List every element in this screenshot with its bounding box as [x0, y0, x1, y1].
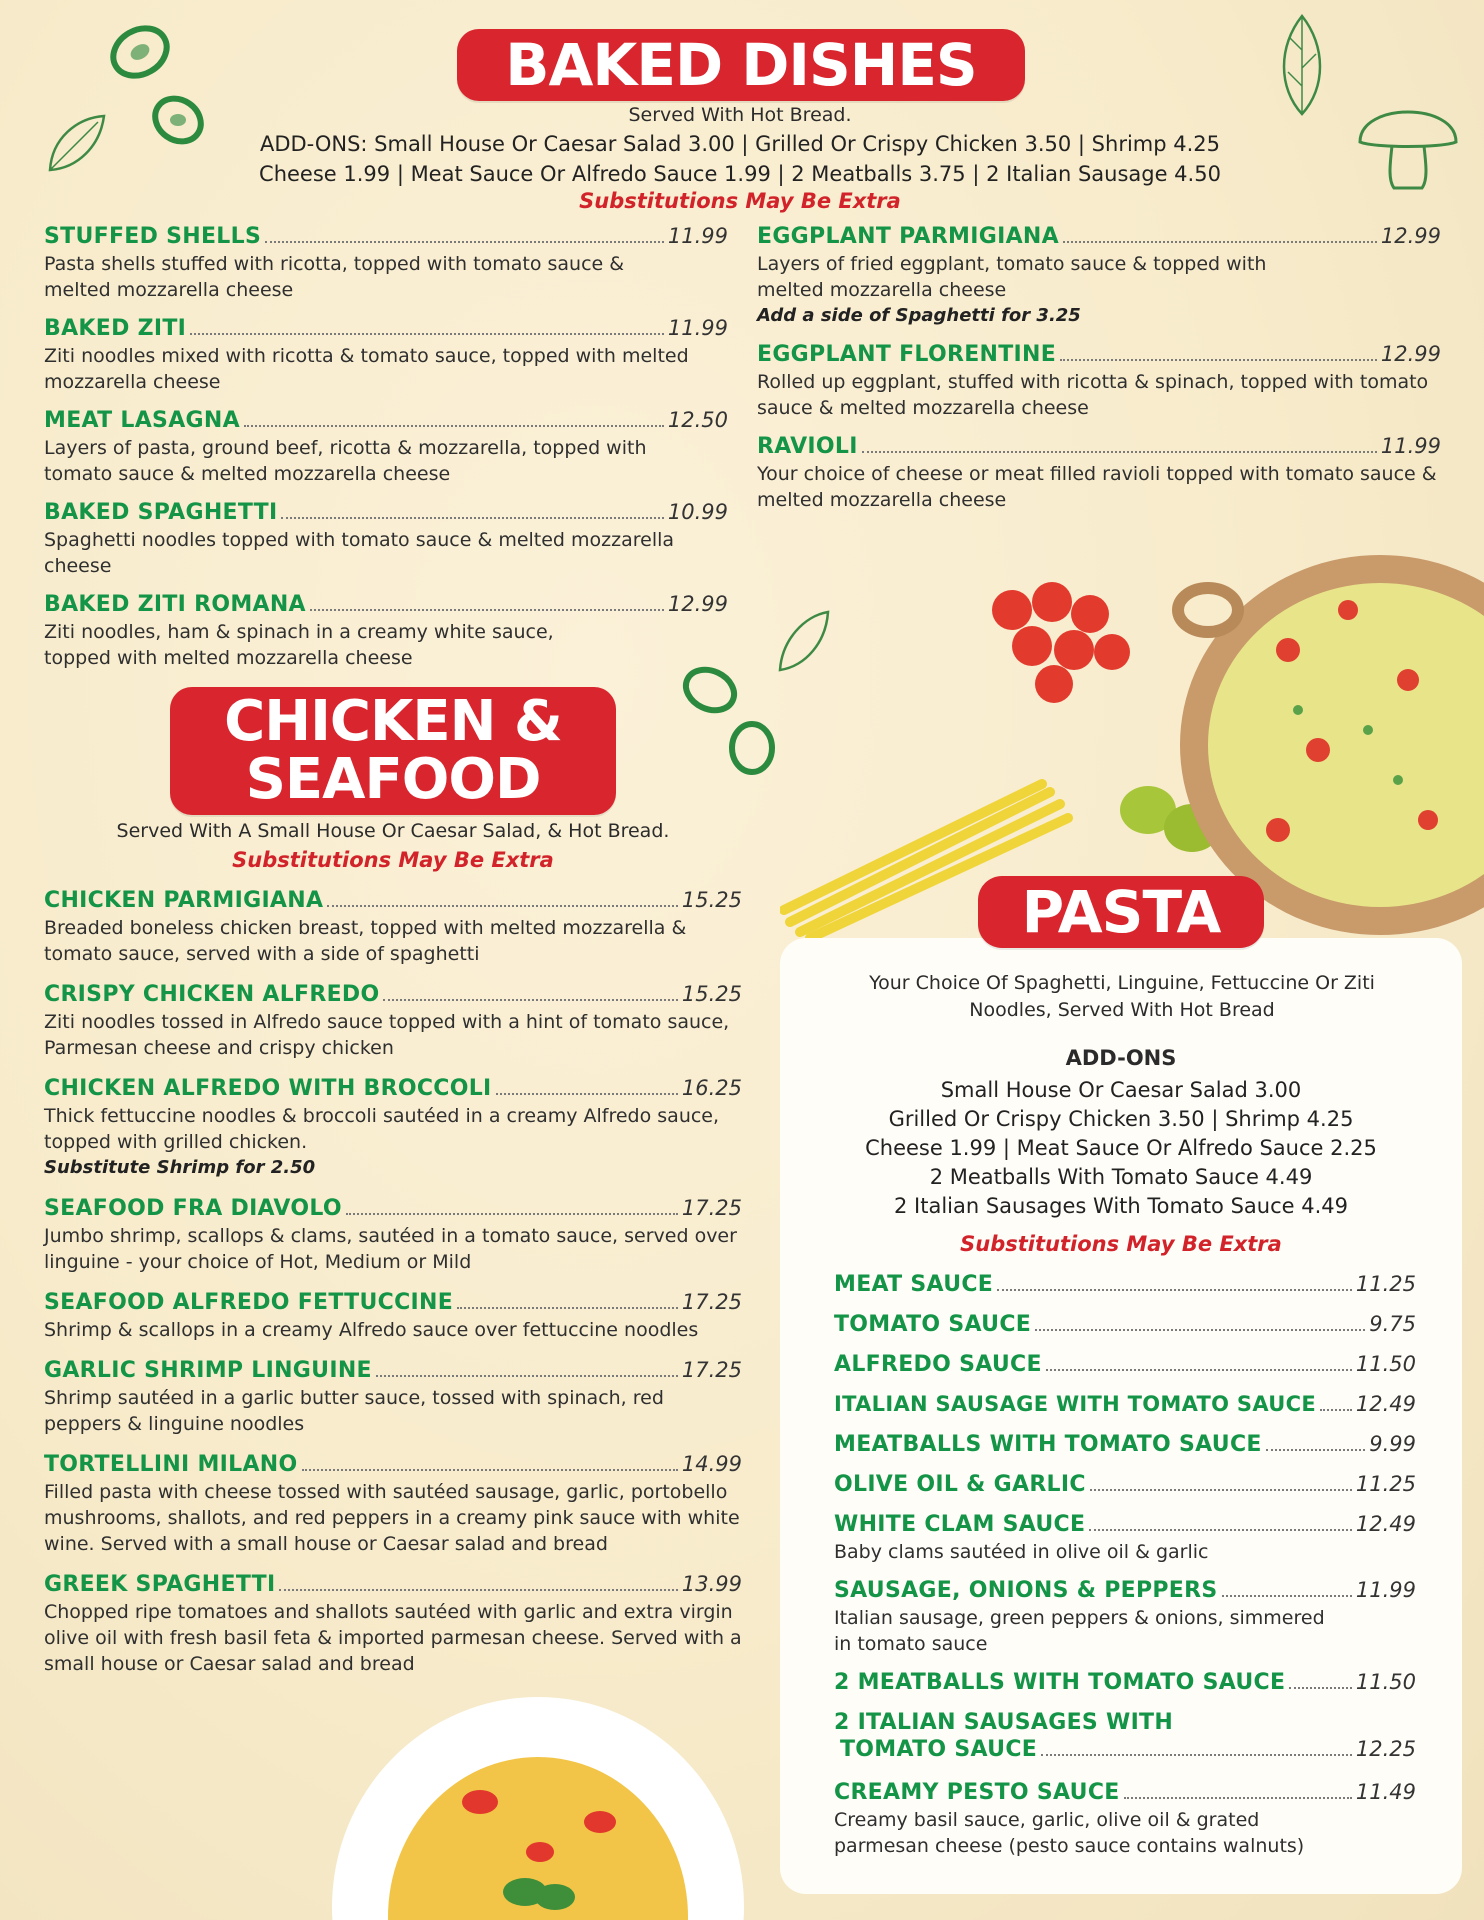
- item-description: Rolled up eggplant, stuffed with ricotta & spinach, topped with tomato sauce & melted mozzarella cheese: [757, 371, 1429, 419]
- item-name: TORTELLINI MILANO: [44, 1452, 298, 1477]
- item-price: 11.99: [1355, 1578, 1416, 1602]
- baked-served-note: Served With Hot Bread.: [628, 104, 852, 126]
- menu-item: [44, 592, 728, 671]
- item-name: MEATBALLS WITH TOMATO SAUCE: [834, 1432, 1262, 1457]
- item-description: Chopped ripe tomatoes and shallots sautéed with garlic and extra virgin olive oil with fresh basil feta & imported parmesan cheese. Served with a small house or Caesar salad and bread: [44, 1601, 742, 1675]
- item-price: 12.99: [1380, 342, 1441, 366]
- item-name: CRISPY CHICKEN ALFREDO: [44, 982, 380, 1007]
- item-name: TOMATO SAUCE: [834, 1312, 1032, 1337]
- item-name: EGGPLANT FLORENTINE: [757, 342, 1057, 367]
- pasta-addons-title: ADD-ONS: [1065, 1046, 1177, 1070]
- item-description: Your choice of cheese or meat filled ravioli topped with tomato sauce & melted mozzarella cheese: [757, 463, 1437, 511]
- item-note: Substitute Shrimp for 2.50: [44, 1157, 316, 1178]
- pasta-title: PASTA: [978, 876, 1264, 948]
- item-description: Ziti noodles mixed with ricotta & tomato sauce, topped with melted mozzarella cheese: [44, 345, 689, 393]
- tomatoes-illustration: [982, 580, 1142, 710]
- item-price: 11.99: [1380, 434, 1441, 458]
- menu-item: [834, 1352, 1416, 1377]
- item-price: 15.25: [681, 982, 742, 1006]
- item-price: 15.25: [681, 888, 742, 912]
- olive-illustration: [105, 22, 175, 82]
- pasta-addon-line: 2 Meatballs With Tomato Sauce 4.49: [929, 1165, 1313, 1189]
- menu-item: [834, 1710, 1416, 1762]
- menu-item: [834, 1312, 1416, 1337]
- item-name: CHICKEN ALFREDO WITH BROCCOLI: [44, 1076, 492, 1101]
- item-price: 11.50: [1355, 1352, 1416, 1376]
- item-description: Jumbo shrimp, scallops & clams, sautéed in a tomato sauce, served over linguine - your choice of Hot, Medium or Mild: [44, 1225, 737, 1273]
- item-price: 11.99: [667, 316, 728, 340]
- item-name: BAKED SPAGHETTI: [44, 500, 278, 525]
- item-price: 12.25: [1355, 1737, 1416, 1761]
- item-description: Spaghetti noodles topped with tomato sauce & melted mozzarella cheese: [44, 529, 675, 577]
- item-description: Thick fettuccine noodles & broccoli sautéed in a creamy Alfredo sauce, topped with grilled chicken.: [44, 1105, 720, 1153]
- item-description: Creamy basil sauce, garlic, olive oil & grated parmesan cheese (pesto sauce contains walnuts): [834, 1809, 1305, 1857]
- pasta-substitutions-note: Substitutions May Be Extra: [960, 1232, 1282, 1256]
- menu-item: [834, 1512, 1416, 1565]
- item-name: BAKED ZITI: [44, 316, 187, 341]
- item-description: Breaded boneless chicken breast, topped with melted mozzarella & tomato sauce, served with a side of spaghetti: [44, 917, 687, 965]
- item-price: 11.25: [1355, 1472, 1416, 1496]
- menu-item: [44, 500, 728, 579]
- menu-item: [44, 224, 728, 303]
- item-description: Shrimp & scallops in a creamy Alfredo sauce over fettuccine noodles: [44, 1319, 699, 1341]
- baked-addons-line-1: ADD-ONS: Small House Or Caesar Salad 3.00 | Grilled Or Crispy Chicken 3.50 | Shrimp 4.25: [259, 132, 1221, 156]
- menu-item: [44, 982, 742, 1061]
- item-name: 2 ITALIAN SAUSAGES WITH: [834, 1710, 1174, 1735]
- item-name: CHICKEN PARMIGIANA: [44, 888, 324, 913]
- item-price: 11.25: [1355, 1272, 1416, 1296]
- item-description: Baby clams sautéed in olive oil & garlic: [834, 1541, 1209, 1563]
- item-description: Ziti noodles tossed in Alfredo sauce topped with a hint of tomato sauce, Parmesan cheese and crispy chicken: [44, 1011, 730, 1059]
- chicken-seafood-title-line-1: CHICKEN &: [224, 689, 562, 754]
- item-name: SEAFOOD FRA DIAVOLO: [44, 1196, 342, 1221]
- item-name: EGGPLANT PARMIGIANA: [757, 224, 1059, 249]
- chicken-substitutions-note: Substitutions May Be Extra: [232, 848, 554, 872]
- item-price: 12.49: [1355, 1392, 1416, 1416]
- item-description: Layers of pasta, ground beef, ricotta & mozzarella, topped with tomato sauce & melted mozzarella cheese: [44, 437, 647, 485]
- menu-item: [834, 1578, 1416, 1657]
- item-name: SAUSAGE, ONIONS & PEPPERS: [834, 1578, 1218, 1603]
- item-name: GREEK SPAGHETTI: [44, 1572, 276, 1597]
- item-price: 12.50: [667, 408, 728, 432]
- item-description: Italian sausage, green peppers & onions, simmered in tomato sauce: [834, 1607, 1325, 1655]
- item-note: Add a side of Spaghetti for 3.25: [757, 305, 1081, 326]
- item-name: GARLIC SHRIMP LINGUINE: [44, 1358, 372, 1383]
- menu-item: [757, 224, 1441, 329]
- item-price: 12.49: [1355, 1512, 1416, 1536]
- menu-item: [757, 342, 1441, 421]
- menu-item: [44, 408, 728, 487]
- item-price: 11.50: [1355, 1670, 1416, 1694]
- item-price: 13.99: [681, 1572, 742, 1596]
- item-name: MEAT LASAGNA: [44, 408, 240, 433]
- item-name: ALFREDO SAUCE: [834, 1352, 1042, 1377]
- pasta-addon-line: Grilled Or Crispy Chicken 3.50 | Shrimp 4.25: [888, 1107, 1354, 1131]
- item-name: MEAT SAUCE: [834, 1272, 994, 1297]
- menu-item: [44, 1196, 742, 1275]
- item-description: Pasta shells stuffed with ricotta, topped with tomato sauce & melted mozzarella cheese: [44, 253, 625, 301]
- menu-item: [834, 1272, 1416, 1297]
- menu-item: [44, 1358, 742, 1437]
- chicken-seafood-title: [170, 687, 616, 815]
- menu-item: [44, 888, 742, 967]
- item-description: Shrimp sautéed in a garlic butter sauce, tossed with spinach, red peppers & linguine noodles: [44, 1387, 664, 1435]
- menu-item: [44, 1290, 742, 1343]
- item-price: 17.25: [681, 1290, 742, 1314]
- basil-leaf-illustration: [1272, 10, 1332, 120]
- item-price: 12.99: [667, 592, 728, 616]
- pasta-choice-note: Your Choice Of Spaghetti, Linguine, Fettuccine Or Ziti Noodles, Served With Hot Bread: [869, 972, 1375, 1021]
- menu-item: [757, 434, 1441, 513]
- olive-illustration: [724, 716, 780, 780]
- pasta-addon-line: Small House Or Caesar Salad 3.00: [940, 1078, 1302, 1102]
- menu-item: [834, 1472, 1416, 1497]
- item-price: 16.25: [681, 1076, 742, 1100]
- item-name: BAKED ZITI ROMANA: [44, 592, 306, 617]
- baked-addons-line-2: Cheese 1.99 | Meat Sauce Or Alfredo Sauce 1.99 | 2 Meatballs 3.75 | 2 Italian Sausage 4.50: [259, 162, 1221, 186]
- item-name: SEAFOOD ALFREDO FETTUCCINE: [44, 1290, 454, 1315]
- menu-item: [834, 1432, 1416, 1457]
- item-description: Filled pasta with cheese tossed with sautéed sausage, garlic, portobello mushrooms, shallots, and red peppers in a creamy pink sauce with white wine. Served with a small house or Caesar salad and bread: [44, 1481, 740, 1555]
- item-price: 17.25: [681, 1196, 742, 1220]
- item-name: CREAMY PESTO SAUCE: [834, 1780, 1120, 1805]
- menu-item: [44, 1076, 742, 1181]
- item-price: 11.49: [1355, 1780, 1416, 1804]
- item-price: 14.99: [681, 1452, 742, 1476]
- chicken-seafood-title-line-2: SEAFOOD: [245, 747, 541, 812]
- item-name: 2 MEATBALLS WITH TOMATO SAUCE: [834, 1670, 1286, 1695]
- basil-leaf-illustration: [774, 606, 834, 676]
- chicken-served-note: Served With A Small House Or Caesar Salad, & Hot Bread.: [116, 820, 670, 842]
- item-name-line-2: TOMATO SAUCE: [840, 1737, 1038, 1762]
- item-price: 17.25: [681, 1358, 742, 1382]
- item-description: Ziti noodles, ham & spinach in a creamy white sauce, topped with melted mozzarella cheese: [44, 621, 554, 669]
- item-name: STUFFED SHELLS: [44, 224, 262, 249]
- item-description: Layers of fried eggplant, tomato sauce & topped with melted mozzarella cheese: [757, 253, 1267, 301]
- mushroom-illustration: [1352, 84, 1464, 194]
- pasta-addon-line: Cheese 1.99 | Meat Sauce Or Alfredo Sauce 2.25: [865, 1136, 1377, 1160]
- menu-item: [834, 1780, 1416, 1859]
- item-price: 9.75: [1369, 1312, 1416, 1336]
- menu-item: [44, 1452, 742, 1557]
- baked-substitutions-note: Substitutions May Be Extra: [579, 189, 901, 213]
- item-name: OLIVE OIL & GARLIC: [834, 1472, 1086, 1497]
- menu-item: [44, 1572, 742, 1677]
- item-name: ITALIAN SAUSAGE WITH TOMATO SAUCE: [834, 1392, 1316, 1416]
- pasta-addon-line: 2 Italian Sausages With Tomato Sauce 4.49: [894, 1194, 1348, 1218]
- basil-leaf-illustration: [42, 108, 112, 178]
- spaghetti-plate-illustration: [330, 1692, 746, 1920]
- item-name: WHITE CLAM SAUCE: [834, 1512, 1086, 1537]
- item-price: 9.99: [1369, 1432, 1416, 1456]
- item-price: 10.99: [667, 500, 728, 524]
- menu-item: [44, 316, 728, 395]
- menu-item: [834, 1392, 1416, 1416]
- item-price: 12.99: [1380, 224, 1441, 248]
- item-price: 11.99: [667, 224, 728, 248]
- item-name: RAVIOLI: [757, 434, 858, 459]
- menu-item: [834, 1670, 1416, 1695]
- baked-dishes-title: BAKED DISHES: [457, 29, 1025, 101]
